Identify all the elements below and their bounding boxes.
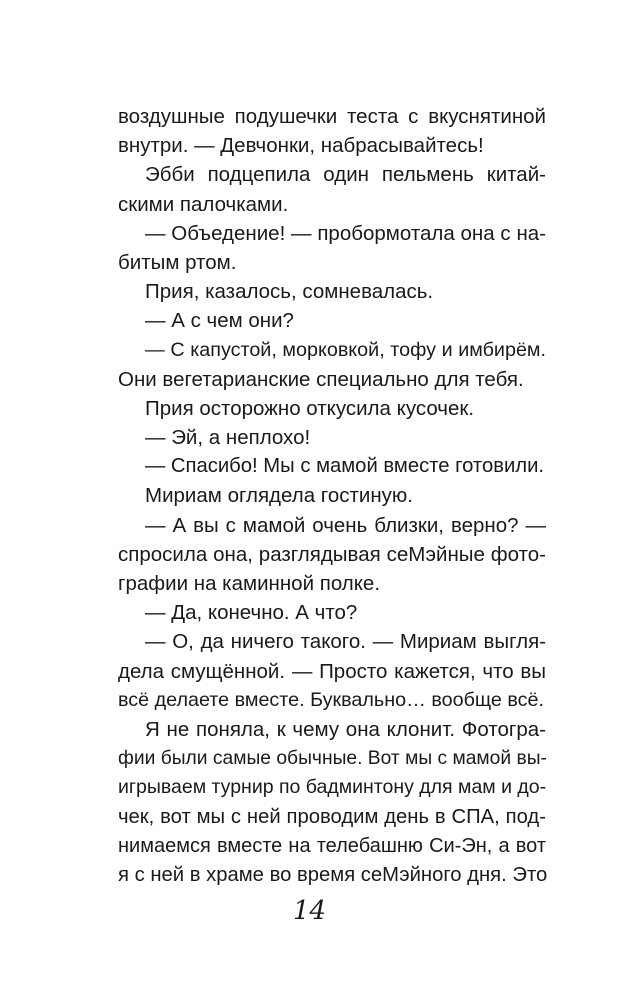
page-number: 14	[292, 896, 327, 926]
text-line: дела смущённой. — Просто кажется, что вы	[118, 659, 546, 683]
text-line: воздушные подушечки теста с вкуснятиной	[118, 105, 546, 128]
text-line: скими палочками.	[118, 192, 289, 216]
text-line: Мириам оглядела гостиную.	[145, 484, 413, 508]
body-text	[118, 102, 546, 890]
text-line: графии на каминной полке.	[118, 572, 381, 595]
text-line: нимаемся вместе на телебашню Си-Эн, а вот	[118, 834, 546, 857]
text-line: — С капустой, морковкой, тофу и имбирём.	[145, 338, 546, 361]
text-line: фии были самые обычные. Вот мы с мамой вы-	[118, 748, 547, 770]
text-line: Эбби подцепила один пельмень китай-	[145, 163, 546, 187]
text-line: внутри. — Девчонки, набрасывайтесь!	[118, 134, 484, 158]
text-line: Я не поняла, к чему она клонит. Фотогра-	[145, 717, 546, 741]
text-line: — Да, конечно. А что?	[145, 601, 358, 625]
text-line: я с ней в храме во время сеМэйного дня. Это	[118, 863, 548, 886]
text-line: спросила она, разглядывая сеМэйные фото-	[118, 542, 546, 566]
text-line: битым ртом.	[118, 250, 237, 274]
text-line: Прия, казалось, сомневалась.	[145, 280, 434, 304]
text-line: — А вы с мамой очень близки, верно? —	[145, 513, 546, 537]
text-line: — А с чем они?	[145, 309, 294, 333]
text-line: — О, да ничего такого. — Мириам выгля-	[145, 630, 546, 654]
text-line: — Объедение! — пробормотала она с на-	[145, 221, 546, 245]
text-line: Прия осторожно откусила кусочек.	[145, 396, 475, 420]
text-line: чек, вот мы с ней проводим день в СПА, под-	[118, 805, 546, 828]
text-line: Они вегетарианские специально для тебя.	[118, 367, 524, 391]
text-line: игрываем турнир по бадминтону для мам и до-	[118, 776, 547, 799]
text-line: — Эй, а неплохо!	[145, 426, 311, 450]
text-line: — Спасибо! Мы с мамой вместе готовили.	[145, 455, 545, 478]
text-line: всё делаете вместе. Буквально… вообще всё.	[118, 688, 544, 711]
